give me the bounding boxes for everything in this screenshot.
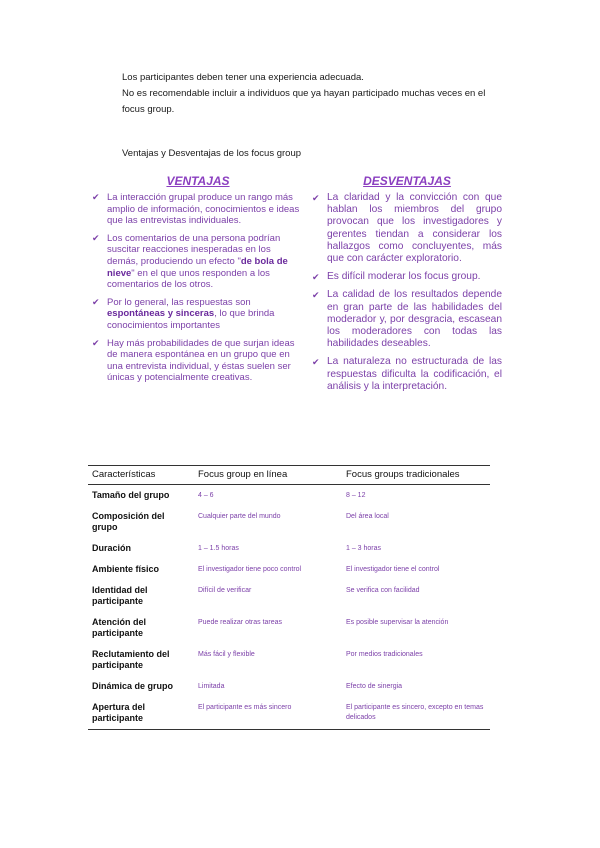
online-cell: Más fácil y flexible — [198, 651, 255, 658]
ventajas-column — [92, 174, 304, 390]
header-caracteristicas: Características — [88, 466, 194, 485]
traditional-cell: Es posible supervisar la atención — [346, 619, 449, 626]
comparison-table — [88, 465, 490, 730]
header-tradicionales: Focus groups tradicionales — [342, 466, 490, 485]
feature-cell: Dinámica de grupo — [92, 681, 174, 691]
online-cell: 1 – 1.5 horas — [198, 545, 239, 552]
online-cell: 4 – 6 — [198, 492, 214, 499]
table-row — [88, 506, 490, 538]
desventajas-column — [312, 174, 502, 399]
checkmark-icon: ✔ — [92, 232, 100, 243]
ventaja-text: Por lo general, las respuestas son — [107, 296, 251, 308]
feature-cell: Apertura del participante — [88, 697, 194, 730]
online-cell: El participante es más sincero — [194, 697, 342, 730]
desventaja-item — [312, 356, 502, 393]
desventaja-item — [312, 271, 502, 283]
table-row — [88, 697, 490, 730]
feature-cell: Identidad del participante — [92, 585, 148, 606]
section-title: Ventajas y Desventajas de los focus group — [122, 148, 302, 159]
ventaja-item — [92, 297, 304, 332]
table-header-row — [88, 466, 490, 485]
checkmark-icon: ✔ — [312, 193, 320, 203]
checkmark-icon: ✔ — [92, 192, 100, 202]
desventaja-text: La calidad de los resultados depende en gran parte de las habilidades del moderador y, por desgracia, escasean los moderadores con todas las habilidades deseables. — [327, 289, 502, 350]
desventaja-text: La naturaleza no estructurada de las respuestas dificulta la codificación, el análisis y la interpretación. — [327, 356, 502, 392]
traditional-cell: El investigador tiene el control — [346, 566, 440, 573]
feature-cell: Reclutamiento del participante — [92, 649, 170, 670]
table-row — [88, 676, 490, 697]
traditional-cell: Del área local — [346, 513, 389, 520]
desventajas-list — [312, 192, 502, 393]
checkmark-icon: ✔ — [92, 296, 100, 307]
intro-text — [122, 70, 522, 118]
online-cell: Puede realizar otras tareas — [198, 619, 283, 626]
ventaja-text: Hay más probabilidades de que surjan ideas de manera espontánea en un grupo que en una entrevista individual, y éstas suelen ser únicas y potencialmente creativas. — [107, 337, 295, 384]
ventaja-item — [92, 338, 304, 384]
intro-line-2: No es recomendable incluir a individuos que ya hayan participado muchas veces en el — [122, 88, 486, 99]
feature-cell: Duración — [92, 543, 132, 553]
traditional-cell: 1 – 3 horas — [346, 545, 382, 552]
ventaja-text-post: " en el que unos responden a los comentarios de los otros. — [107, 267, 270, 291]
desventaja-text: La claridad y la convicción con que hablan los miembros del grupo provocan que los investigadores y gerentes tiendan a considerar los hallazgos como concluyentes, más que con carácter exploratorio. — [327, 192, 502, 265]
desventaja-text: Es difícil moderar los focus group. — [327, 271, 481, 283]
checkmark-icon: ✔ — [92, 337, 100, 348]
desventaja-item — [312, 289, 502, 350]
intro-line-3: focus group. — [122, 104, 175, 115]
traditional-cell: Efecto de sinergia — [346, 683, 403, 690]
table-row — [88, 538, 490, 559]
desventaja-item — [312, 192, 502, 265]
ventaja-item — [92, 233, 304, 291]
traditional-cell: Se verifica con facilidad — [346, 587, 420, 594]
intro-line-1: Los participantes deben tener una experiencia adecuada. — [122, 72, 364, 83]
feature-cell: Ambiente físico — [92, 564, 160, 574]
ventaja-text-post: , lo que brinda conocimientos importantes — [107, 308, 275, 331]
checkmark-icon: ✔ — [312, 272, 320, 283]
table-row — [88, 580, 490, 612]
checkmark-icon: ✔ — [312, 290, 320, 301]
ventaja-item — [92, 192, 304, 227]
desventajas-heading: DESVENTAJAS — [363, 174, 451, 188]
checkmark-icon: ✔ — [312, 357, 320, 368]
ventaja-text: Los comentarios de una persona podrían suscitar reacciones inesperadas en los demás, produciendo un efecto " — [107, 232, 281, 267]
table-row — [88, 485, 490, 507]
ventajas-list — [92, 192, 304, 384]
table-row — [88, 644, 490, 676]
table-row — [88, 559, 490, 580]
traditional-cell: 8 – 12 — [346, 492, 366, 499]
ventaja-text: La interacción grupal produce un rango más amplio de información, conocimientos e ideas que las entrevistas individuales. — [107, 192, 300, 227]
online-cell: Limitada — [198, 683, 225, 690]
online-cell: Difícil de verificar — [198, 587, 252, 594]
traditional-cell: Por medios tradicionales — [346, 651, 423, 658]
traditional-cell: El participante es sincero, excepto en temas delicados — [342, 697, 490, 730]
online-cell: Cualquier parte del mundo — [198, 513, 281, 520]
ventajas-heading: VENTAJAS — [166, 174, 230, 188]
feature-cell: Composición del grupo — [92, 511, 165, 532]
ventaja-bold: de bola de nieve — [107, 255, 288, 279]
online-cell: El investigador tiene poco control — [198, 566, 302, 573]
ventaja-bold: espontáneas y sinceras — [107, 308, 215, 320]
feature-cell: Atención del participante — [92, 617, 147, 638]
header-online: Focus group en línea — [194, 466, 342, 485]
table-row — [88, 612, 490, 644]
feature-cell: Tamaño del grupo — [92, 490, 170, 500]
